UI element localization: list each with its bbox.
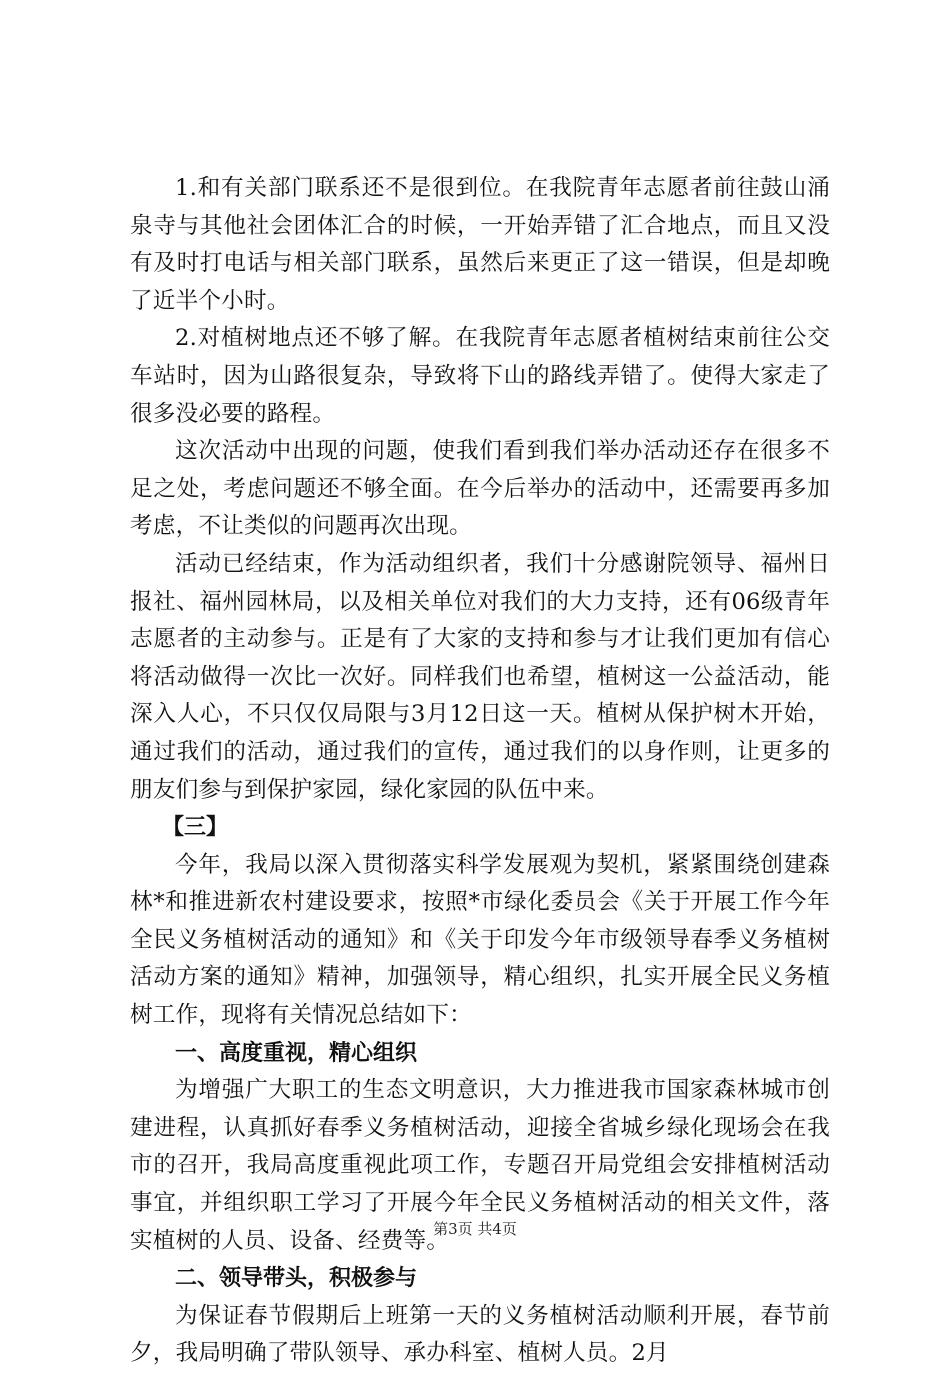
paragraph-intro: 今年，我局以深入贯彻落实科学发展观为契机，紧紧围绕创建森林*和推进新农村建设要求，按照*市绿化委员会《关于开展工作今年全民义务植树活动的通知》和《关于印发今年市级领导春季义务植树活动方案的通知》精神，加强领导，精心组织，扎实开展全民义务植树工作，现将有关情况总结如下： [130,851,830,1029]
document-body [130,170,830,1373]
page-number-footer: 第3页 共4页 [433,1220,517,1238]
paragraph-thanks: 活动已经结束，作为活动组织者，我们十分感谢院领导、福州日报社、福州园林局，以及相关单位对我们的大力支持，还有06级青年志愿者的主动参与。正是有了大家的支持和参与才让我们更加有信心将活动做得一次比一次好。同样我们也希望，植树这一公益活动，能深入人心，不只仅仅局限与3月12日这一天。植树从保护树木开始，通过我们的活动，通过我们的宣传，通过我们的以身作则，让更多的朋友们参与到保护家园，绿化家园的队伍中来。 [130,550,830,803]
section-marker-three: 【三】 [162,815,229,841]
paragraph-reflection: 这次活动中出现的问题，使我们看到我们举办活动还存在很多不足之处，考虑问题还不够全面。在今后举办的活动中，还需要再多加考虑，不让类似的问题再次出现。 [130,438,830,540]
section-heading-1: 一、高度重视，精心组织 [175,1040,418,1066]
paragraph-section-2: 为保证春节假期后上班第一天的义务植树活动顺利开展，春节前夕，我局明确了带队领导、承办科室、植树人员。2月 [130,1302,830,1367]
paragraph-issue-2: 2.对植树地点还不够了解。在我院青年志愿者植树结束前往公交车站时，因为山路很复杂，导致将下山的路线弄错了。使得大家走了很多没必要的路程。 [130,325,830,427]
paragraph-section-1: 为增强广大职工的生态文明意识，大力推进我市国家森林城市创建进程，认真抓好春季义务植树活动，迎接全省城乡绿化现场会在我市的召开，我局高度重视此项工作，专题召开局党组会安排植树活动事宜，并组织职工学习了开展今年全民义务植树活动的相关文件，落实植树的人员、设备、经费等。 [130,1077,830,1254]
paragraph-issue-1: 1.和有关部门联系还不是很到位。在我院青年志愿者前往鼓山涌泉寺与其他社会团体汇合的时候，一开始弄错了汇合地点，而且又没有及时打电话与相关部门联系，虽然后来更正了这一错误，但是却晚了近半个小时。 [130,175,830,314]
section-heading-2: 二、领导带头，积极参与 [175,1266,418,1292]
